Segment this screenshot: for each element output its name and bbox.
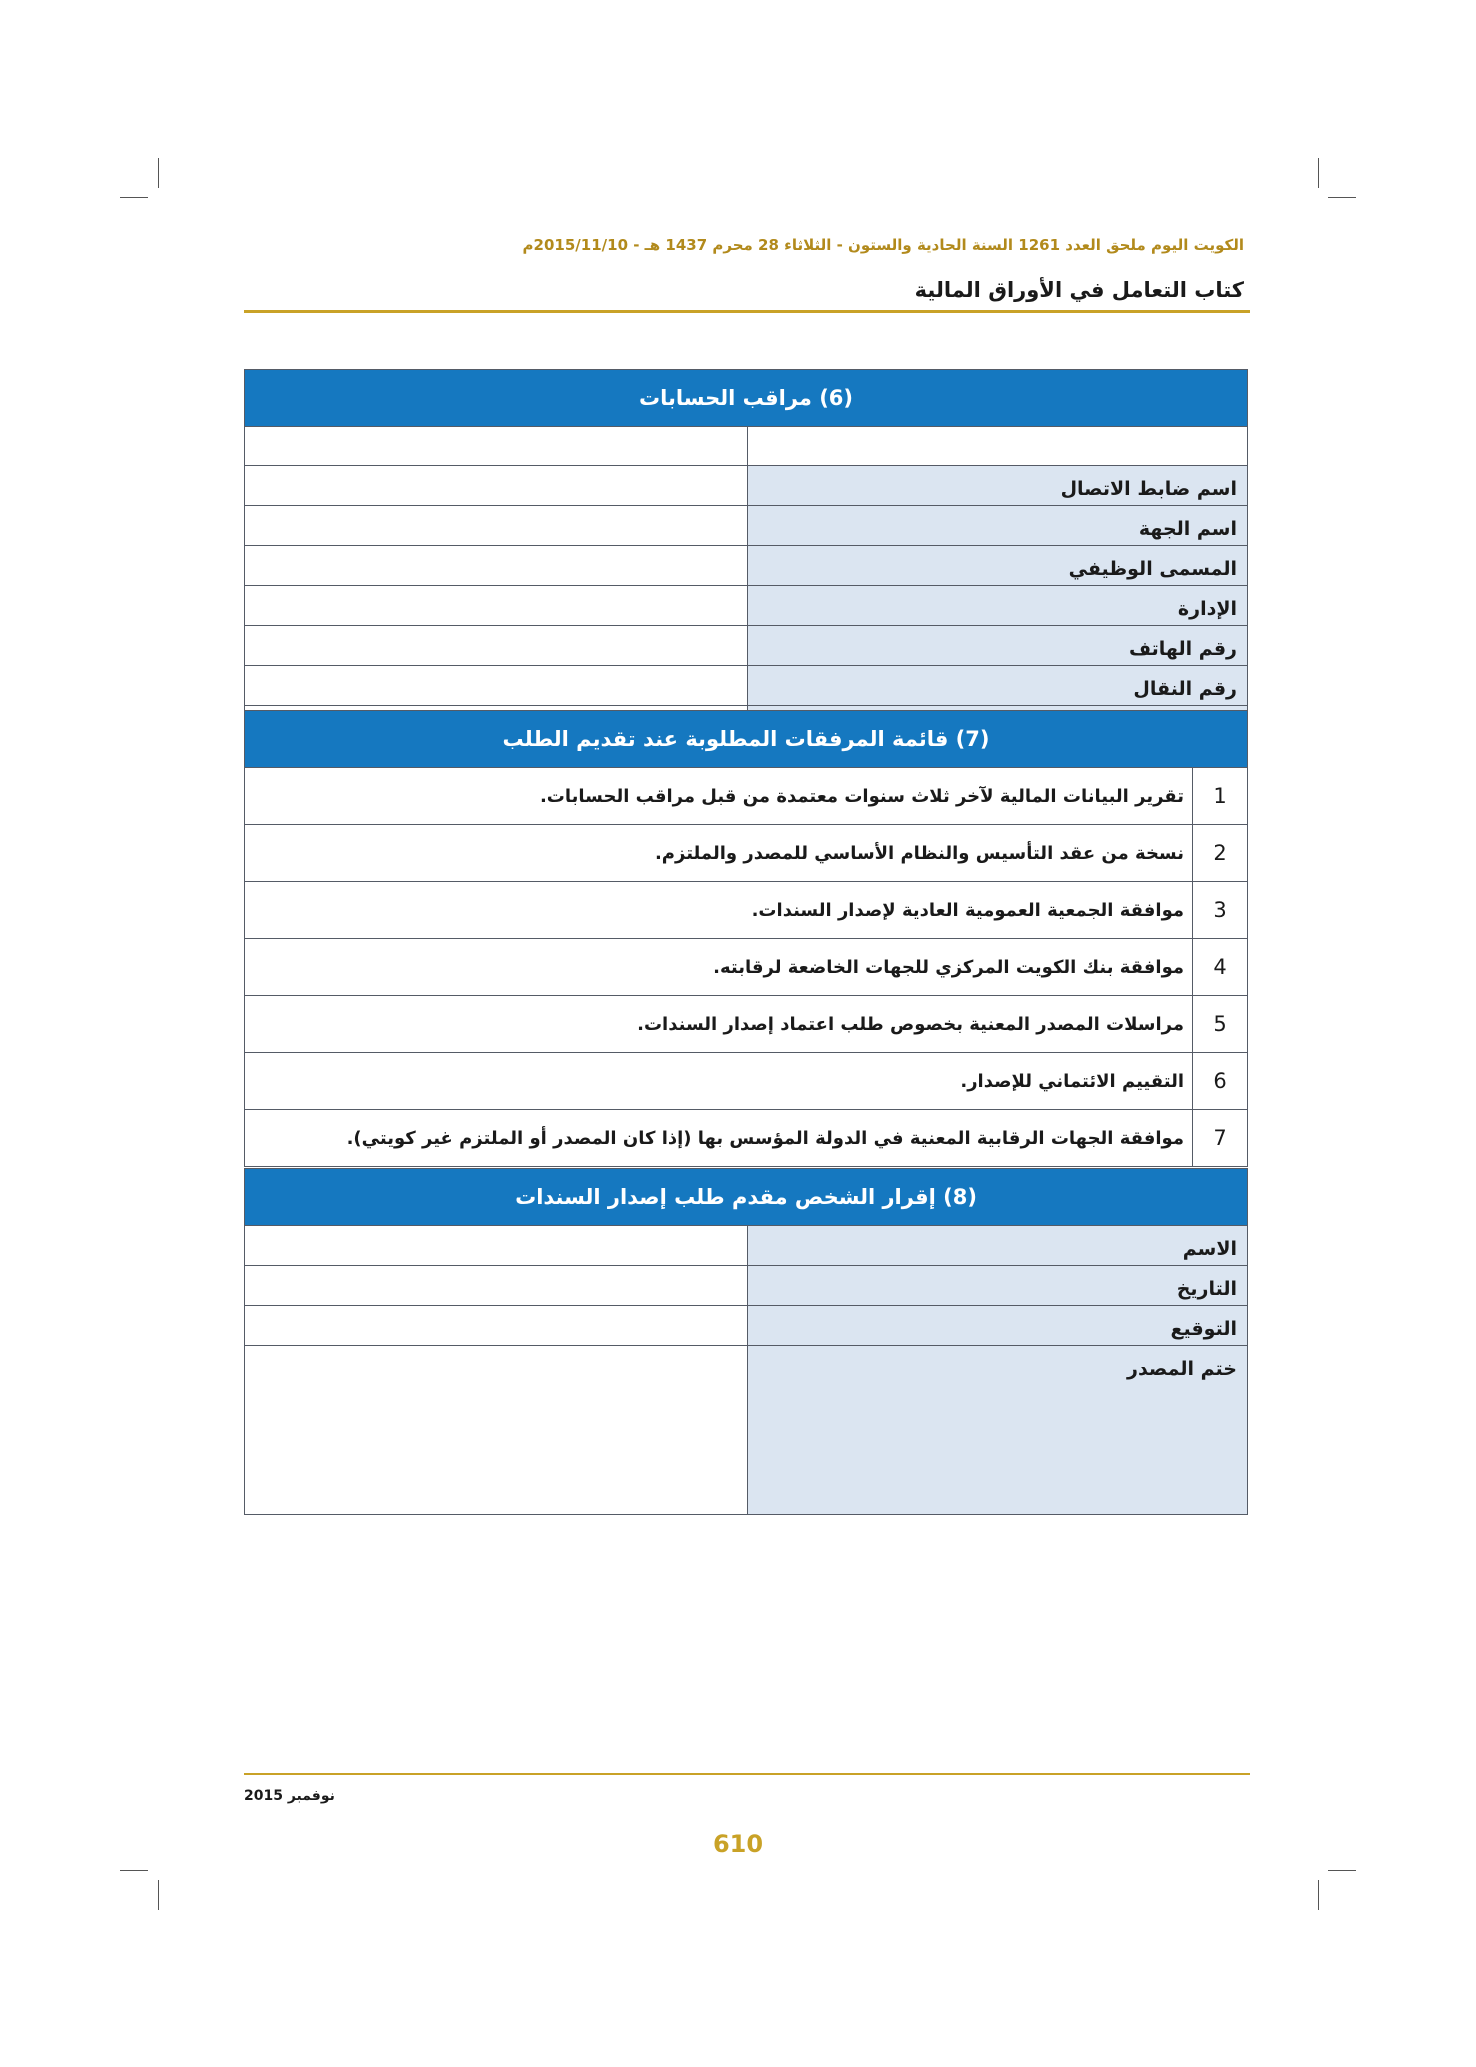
- form-row: [245, 666, 1247, 706]
- form-row: [245, 1266, 1247, 1306]
- attachment-text: موافقة الجهات الرقابية المعنية في الدولة المؤسس بها (إذا كان المصدر أو الملتزم غير كويتي).: [346, 1127, 1184, 1149]
- attachment-item: [245, 1110, 1247, 1166]
- form-row: [245, 466, 1247, 506]
- page-number: 610: [712, 1830, 764, 1858]
- attachment-number: 1: [1192, 768, 1247, 824]
- attachment-item: [245, 996, 1247, 1053]
- field-value[interactable]: [245, 1266, 747, 1305]
- auditor-table: [244, 369, 1248, 746]
- crop-mark: [158, 1880, 159, 1910]
- attachment-text: موافقة بنك الكويت المركزي للجهات الخاضعة لرقابته.: [713, 956, 1184, 978]
- field-value[interactable]: [245, 666, 747, 705]
- field-label: اسم ضابط الاتصال: [747, 466, 1247, 505]
- running-header: الكويت اليوم ملحق العدد 1261 السنة الحادية والستون - الثلاثاء 28 محرم 1437 هـ - 2015/11/10م: [522, 236, 1244, 254]
- form-row: [245, 1346, 1247, 1514]
- field-value[interactable]: [245, 466, 747, 505]
- field-value[interactable]: [245, 1306, 747, 1345]
- form-row: [245, 506, 1247, 546]
- form-row: [245, 1226, 1247, 1266]
- attachment-text: التقييم الائتماني للإصدار.: [960, 1070, 1184, 1092]
- crop-mark: [120, 197, 148, 198]
- attachment-text: تقرير البيانات المالية لآخر ثلاث سنوات معتمدة من قبل مراقب الحسابات.: [539, 785, 1184, 807]
- crop-mark: [158, 158, 159, 188]
- blank-value: [245, 427, 747, 465]
- field-label: التوقيع: [747, 1306, 1247, 1345]
- attachment-item: [245, 939, 1247, 996]
- attachment-item: [245, 882, 1247, 939]
- attachment-number: 2: [1192, 825, 1247, 881]
- declaration-table: [244, 1168, 1248, 1515]
- attachment-text: مراسلات المصدر المعنية بخصوص طلب اعتماد إصدار السندات.: [637, 1013, 1184, 1035]
- form-row: [245, 546, 1247, 586]
- field-label: التاريخ: [747, 1266, 1247, 1305]
- field-value[interactable]: [245, 626, 747, 665]
- field-label: اسم الجهة: [747, 506, 1247, 545]
- crop-mark: [1328, 197, 1356, 198]
- attachment-number: 6: [1192, 1053, 1247, 1109]
- field-value[interactable]: [245, 1346, 747, 1514]
- crop-mark: [1318, 1880, 1319, 1910]
- field-value[interactable]: [245, 1226, 747, 1265]
- field-label: ختم المصدر: [747, 1346, 1247, 1514]
- footer-date: نوفمبر 2015: [244, 1788, 335, 1804]
- footer-rule: [244, 1773, 1250, 1775]
- field-label: رقم الهاتف: [747, 626, 1247, 665]
- field-label: رقم النقال: [747, 666, 1247, 705]
- auditor-blank-row: [245, 427, 1247, 466]
- form-row: [245, 626, 1247, 666]
- declaration-table-title: (8) إقرار الشخص مقدم طلب إصدار السندات: [245, 1169, 1247, 1226]
- attachment-number: 5: [1192, 996, 1247, 1052]
- attachment-number: 7: [1192, 1110, 1247, 1166]
- attachment-number: 3: [1192, 882, 1247, 938]
- field-value[interactable]: [245, 546, 747, 585]
- section-title: كتاب التعامل في الأوراق المالية: [914, 278, 1244, 302]
- form-row: [245, 586, 1247, 626]
- crop-mark: [1328, 1870, 1356, 1871]
- attachments-table: [244, 710, 1248, 1167]
- blank-label: [747, 427, 1247, 465]
- field-label: الإدارة: [747, 586, 1247, 625]
- auditor-table-title: (6) مراقب الحسابات: [245, 370, 1247, 427]
- field-value[interactable]: [245, 506, 747, 545]
- attachment-number: 4: [1192, 939, 1247, 995]
- field-label: الاسم: [747, 1226, 1247, 1265]
- attachment-item: [245, 1053, 1247, 1110]
- attachments-table-title: (7) قائمة المرفقات المطلوبة عند تقديم الطلب: [245, 711, 1247, 768]
- field-value[interactable]: [245, 586, 747, 625]
- form-row: [245, 1306, 1247, 1346]
- attachment-text: نسخة من عقد التأسيس والنظام الأساسي للمصدر والملتزم.: [654, 842, 1184, 864]
- crop-mark: [1318, 158, 1319, 188]
- attachment-text: موافقة الجمعية العمومية العادية لإصدار السندات.: [751, 899, 1184, 921]
- header-rule: [244, 310, 1250, 313]
- field-label: المسمى الوظيفي: [747, 546, 1247, 585]
- crop-mark: [120, 1870, 148, 1871]
- attachment-item: [245, 768, 1247, 825]
- attachment-item: [245, 825, 1247, 882]
